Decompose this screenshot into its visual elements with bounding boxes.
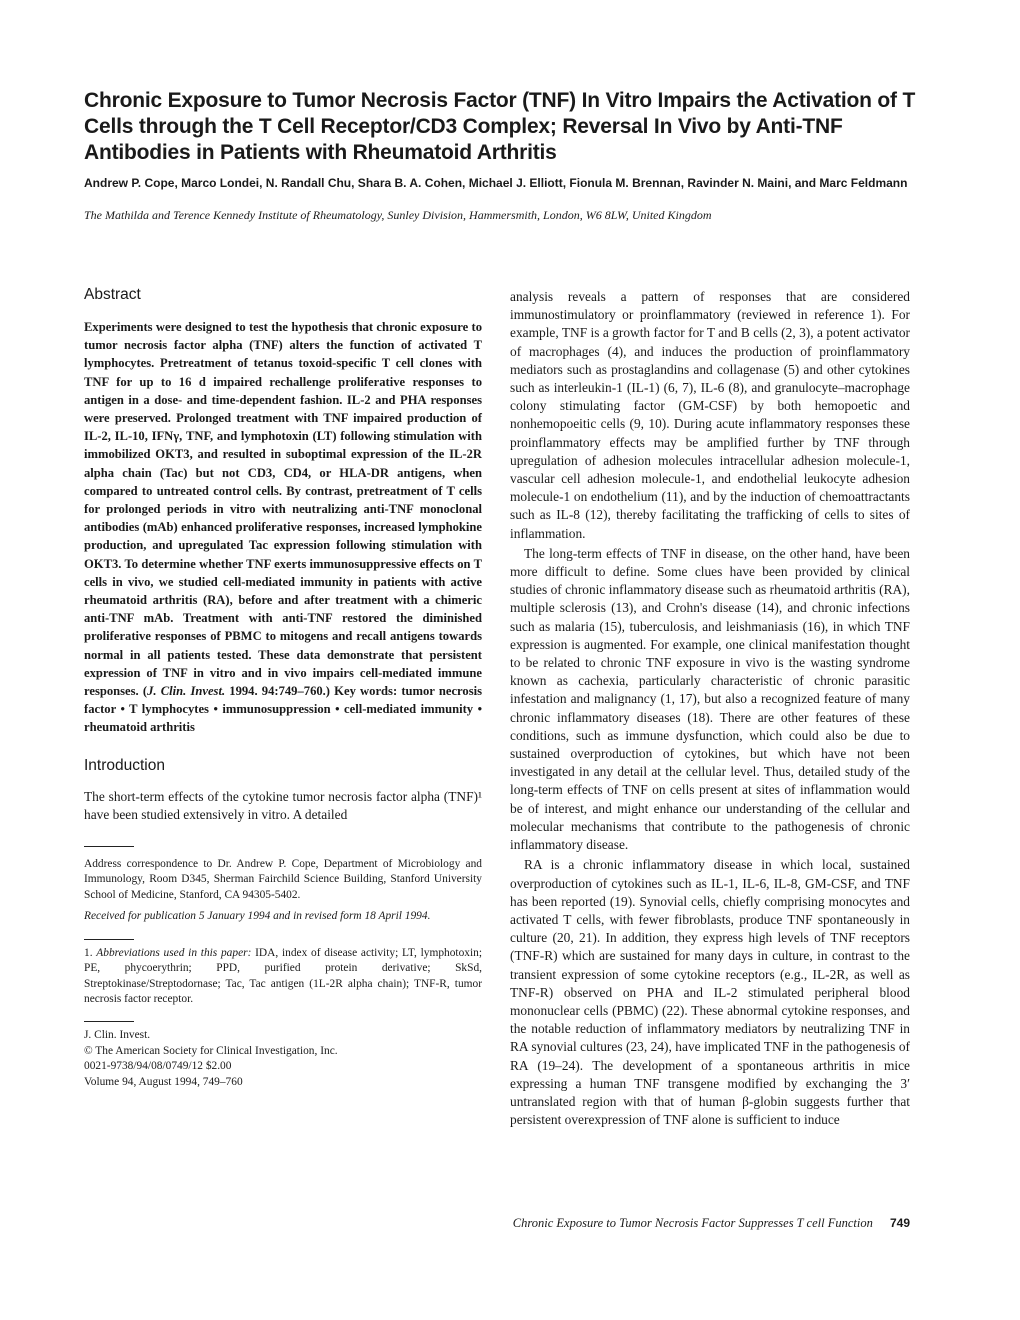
journal-info <box>84 1028 482 1090</box>
abstract-text: Experiments were designed to test the hypothesis that chronic exposure to tumor necrosis factor alpha (TNF) alters the function of activated T lymphocytes. Pretreatment of tetanus toxoid-specific T cell clones with TNF for up to 16 d impaired rechallenge proliferative responses to antigen in a dose- and time-dependent fashion. IL-2 and PHA responses were preserved. Prolonged treatment with TNF impaired production of IL-2, IL-10, IFNγ, TNF, and lymphotoxin (LT) following stimulation with immobilized OKT3, and resulted in suboptimal expression of the IL-2R alpha chain (Tac) but not CD3, CD4, or HLA-DR antigens, when compared to untreated control cells. By contrast, pretreatment of T cells for prolonged periods in vitro with neutralizing anti-TNF monoclonal antibodies (mAb) enhanced proliferative responses, increased lymphokine production, and upregulated Tac expression following stimulation with OKT3. To determine whether TNF exerts immunosuppressive effects on T cells in vivo, we studied cell-mediated immunity in patients with active rheumatoid arthritis (RA), before and after treatment with a chimeric anti-TNF mAb. Treatment with anti-TNF restored the diminished proliferative responses of PBMC to mitogens and recall antigens towards normal in all patients tested. These data demonstrate that persistent expression of TNF in vitro and in vivo impairs cell-mediated immune responses. <box>84 320 482 699</box>
paragraph-1: analysis reveals a pattern of responses that are considered immunostimulatory or proinflammatory (reviewed in reference 1). For example, TNF is a growth factor for T and B cells (2, 3), a potent activator of macrophages (4), and induces the production of proinflammatory mediators such as prostaglandins and collagenase (5) and other cytokines such as interleukin-1 (IL-1) (6, 7), IL-6 (8), and granulocyte–macrophage colony stimulating factor (GM-CSF) by both hemopoetic and nonhemopoeitic cells (9, 10). During acute inflammatory responses these proinflammatory effects may be amplified further by TNF through upregulation of adhesion molecules intracellular adhesion molecule-1, vascular cell adhesion molecule-1, and endothelial leukocyte adhesion molecule-1 on endothelium (11), and by the induction of chemoattractants such as IL-8 (12), thereby facilitating the trafficking of cells to sites of inflammation. <box>510 289 910 541</box>
right-column <box>510 288 910 1129</box>
citation-journal: J. Clin. Invest. <box>147 684 226 699</box>
paragraph-2: The long-term effects of TNF in disease, on the other hand, have been more difficult to define. Some clues have been provided by clinical studies of chronic inflammatory disease such as rheumatoid arthritis (RA), multiple sclerosis (13), and Crohn's disease (14), and chronic infections such as malaria (15), tuberculosis, and leishmaniasis (16), in which TNF expression is augmented. For example, one clinical manifestation thought to be related to chronic TNF exposure in vivo is the wasting syndrome known as cachexia, particularly characteristic of chronic parasitic infestation and malignancy (1, 17), but also a recognized feature of many chronic inflammatory diseases (18). There are other features of these conditions, such as immune dysfunction, which could also be due to sustained overproduction of cytokines, but which have not been investigated in any detail at the cellular level. Thus, detailed study of the long-term effects of TNF on cells present at sites of inflammation would be of interest, and might enhance our understanding of the cellular and molecular mechanisms that contribute to the pathogenesis of chronic inflammatory disease. <box>510 545 910 853</box>
introduction-heading: Introduction <box>84 756 165 774</box>
volume-line: Volume 94, August 1994, 749–760 <box>84 1075 243 1088</box>
correspondence-note: Address correspondence to Dr. Andrew P. Cope, Department of Microbiology and Immunology, Room D345, Sherman Fairchild Science Building, Stanford University School of Medicine, Stanford, CA 94305-5402. <box>84 858 482 901</box>
abbrev-text: IDA, index of disease activity; LT, lymphotoxin; PE, phycoerythrin; PPD, purified protein derivative; SkSd, Streptokinase/Streptodornase; Tac, Tac antigen (1L-2R alpha chain); TNF-R, tumor necrosis factor receptor. <box>84 946 482 1005</box>
page-footer <box>513 1216 910 1231</box>
introduction-paragraph: The short-term effects of the cytokine tumor necrosis factor alpha (TNF)¹ have been studied extensively in vitro. A detailed <box>84 788 482 822</box>
abstract-body <box>84 318 482 737</box>
abbrev-lead: 1. <box>84 946 97 959</box>
article-title: Chronic Exposure to Tumor Necrosis Factor (TNF) In Vitro Impairs the Activation of T Cells through the T Cell Receptor/CD3 Complex; Reversal In Vivo by Anti-TNF Antibodies in Patients with Rheumatoid Arthritis <box>84 89 916 164</box>
abstract-heading: Abstract <box>84 286 141 303</box>
copyright-line: © The American Society for Clinical Investigation, Inc. <box>84 1044 338 1057</box>
author-list: Andrew P. Cope, Marco Londei, N. Randall Chu, Shara B. A. Cohen, Michael J. Elliott, Fionula M. Brennan, Ravinder N. Maini, and Marc Feldmann <box>84 176 908 190</box>
journal-name: J. Clin. Invest. <box>84 1029 151 1042</box>
citation-open: ( <box>138 684 148 699</box>
running-title: Chronic Exposure to Tumor Necrosis Factor Suppresses T cell Function <box>512 1216 873 1230</box>
left-column <box>84 286 482 1090</box>
citation-rest: 1994. 94:749–760.) Key words: tumor necrosis factor • T lymphocytes • immunosuppression • cell-mediated immunity • rheumatoid arthritis <box>84 684 482 735</box>
affiliation: The Mathilda and Terence Kennedy Institute of Rheumatology, Sunley Division, Hammersmith, London, W6 8LW, United Kingdom <box>84 208 712 222</box>
footnote-divider-2 <box>84 939 134 940</box>
footnote-divider <box>84 846 134 847</box>
abbreviations-note <box>84 946 482 1008</box>
footnote-divider-3 <box>84 1021 134 1022</box>
abbrev-label: Abbreviations used in this paper: <box>96 946 252 959</box>
page-number: 749 <box>889 1216 910 1230</box>
paragraph-3: RA is a chronic inflammatory disease in which local, sustained overproduction of cytokines such as IL-1, IL-6, IL-8, GM-CSF, and TNF has been reported (19). Synovial cells, chiefly comprising monocytes and activated T cells, with fewer fibroblasts, produce TNF spontaneously in culture (20, 21). In addition, they express high levels of TNF receptors (TNF-R) which are sustained for many days in culture, in contrast to the transient expression of some cytokine receptors (e.g., IL-2R, as well as TNF-R) observed on PHA and IL-2 stimulated peripheral blood mononuclear cells (PBMC) (22). These abnormal cytokine responses, and the notable reduction of inflammatory mediators by neutralizing TNF in RA synovial cultures (23, 24), have implicated TNF in the pathogenesis of RA (19–24). The development of a spontaneous arthritis in mice expressing a human TNF transgene modified by exchanging the 3′ untranslated region with that of human β-globin suggests further that persistent overexpression of TNF alone is sufficient to induce <box>510 857 910 1128</box>
received-note: Received for publication 5 January 1994 and in revised form 18 April 1994. <box>84 910 431 923</box>
issn-line: 0021-9738/94/08/0749/12 $2.00 <box>84 1060 232 1073</box>
